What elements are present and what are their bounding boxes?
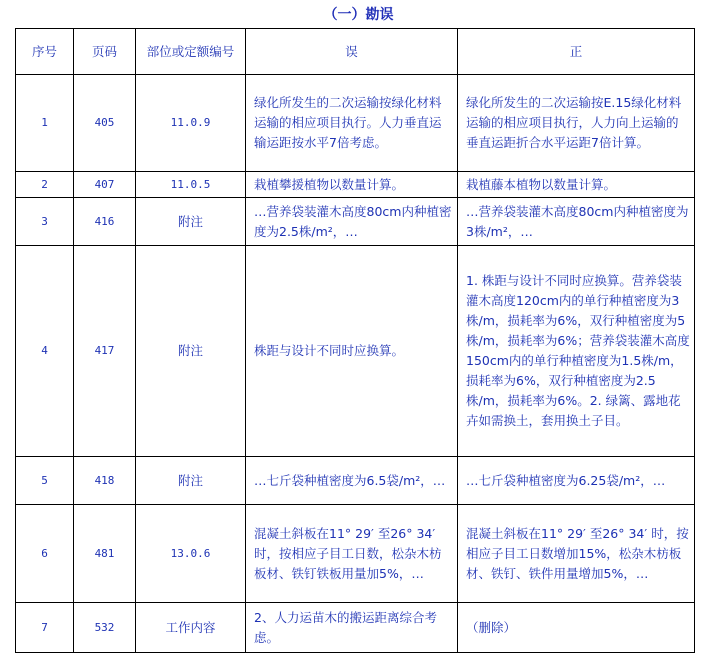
row-part: 附注 — [136, 246, 246, 457]
row-seq: 2 — [16, 172, 74, 198]
row-right: 栽植藤本植物以数量计算。 — [458, 172, 695, 198]
table-row — [16, 198, 695, 246]
row-right: …七斤袋种植密度为6.25袋/m²，… — [458, 457, 695, 505]
table-row — [16, 505, 695, 603]
row-part: 附注 — [136, 457, 246, 505]
row-page: 405 — [74, 75, 136, 172]
row-seq: 5 — [16, 457, 74, 505]
row-part: 工作内容 — [136, 603, 246, 653]
row-page: 481 — [74, 505, 136, 603]
row-part: 13.0.6 — [136, 505, 246, 603]
row-wrong: 绿化所发生的二次运输按绿化材料运输的相应项目执行。人力垂直运输运距按水平7倍考虑。 — [246, 75, 458, 172]
row-part: 11.0.5 — [136, 172, 246, 198]
table-row — [16, 172, 695, 198]
header-wrong: 误 — [246, 29, 458, 75]
row-seq: 3 — [16, 198, 74, 246]
row-page: 418 — [74, 457, 136, 505]
row-seq: 6 — [16, 505, 74, 603]
header-page: 页码 — [74, 29, 136, 75]
row-page: 416 — [74, 198, 136, 246]
header-seq: 序号 — [16, 29, 74, 75]
header-row — [16, 29, 695, 75]
section-title: （一）勘误 — [323, 7, 394, 23]
row-right: 混凝土斜板在11° 29′ 至26° 34′ 时，按相应子目工日数增加15%，松杂木枋板材、铁钉、铁件用量增加5%，… — [458, 505, 695, 603]
row-page: 532 — [74, 603, 136, 653]
row-wrong: 2、人力运苗木的搬运距离综合考虑。 — [246, 603, 458, 653]
row-right: 1. 株距与设计不同时应换算。营养袋装灌木高度120cm内的单行种植密度为3株/m，损耗率为6%，双行种植密度为5株/m，损耗率为6%；营养袋装灌木高度150cm内的单行种植密度为1.5株/m，损耗率为6%，双行种植密度为2.5株/m，损耗率为6%。2. 绿篱、露地花卉如需换土，套用换土子目。 — [458, 246, 695, 457]
row-right: …营养袋装灌木高度80cm内种植密度为3株/m²，… — [458, 198, 695, 246]
table-row — [16, 75, 695, 172]
table-row — [16, 603, 695, 653]
row-wrong: 栽植攀援植物以数量计算。 — [246, 172, 458, 198]
table-row — [16, 246, 695, 457]
row-seq: 1 — [16, 75, 74, 172]
row-page: 407 — [74, 172, 136, 198]
row-seq: 4 — [16, 246, 74, 457]
row-right: 绿化所发生的二次运输按E.15绿化材料运输的相应项目执行，人力向上运输的垂直运距折合水平运距7倍计算。 — [458, 75, 695, 172]
row-wrong: 混凝土斜板在11° 29′ 至26° 34′ 时，按相应子目工日数，松杂木枋板材、铁钉铁板用量加5%，… — [246, 505, 458, 603]
header-part: 部位或定额编号 — [136, 29, 246, 75]
row-wrong: …七斤袋种植密度为6.5袋/m²，… — [246, 457, 458, 505]
header-right: 正 — [458, 29, 695, 75]
row-page: 417 — [74, 246, 136, 457]
row-right: （删除） — [458, 603, 695, 653]
row-wrong: 株距与设计不同时应换算。 — [246, 246, 458, 457]
erratum-table — [15, 28, 695, 653]
row-part: 11.0.9 — [136, 75, 246, 172]
row-seq: 7 — [16, 603, 74, 653]
row-part: 附注 — [136, 198, 246, 246]
row-wrong: …营养袋装灌木高度80cm内种植密度为2.5株/m²，… — [246, 198, 458, 246]
table-row — [16, 457, 695, 505]
